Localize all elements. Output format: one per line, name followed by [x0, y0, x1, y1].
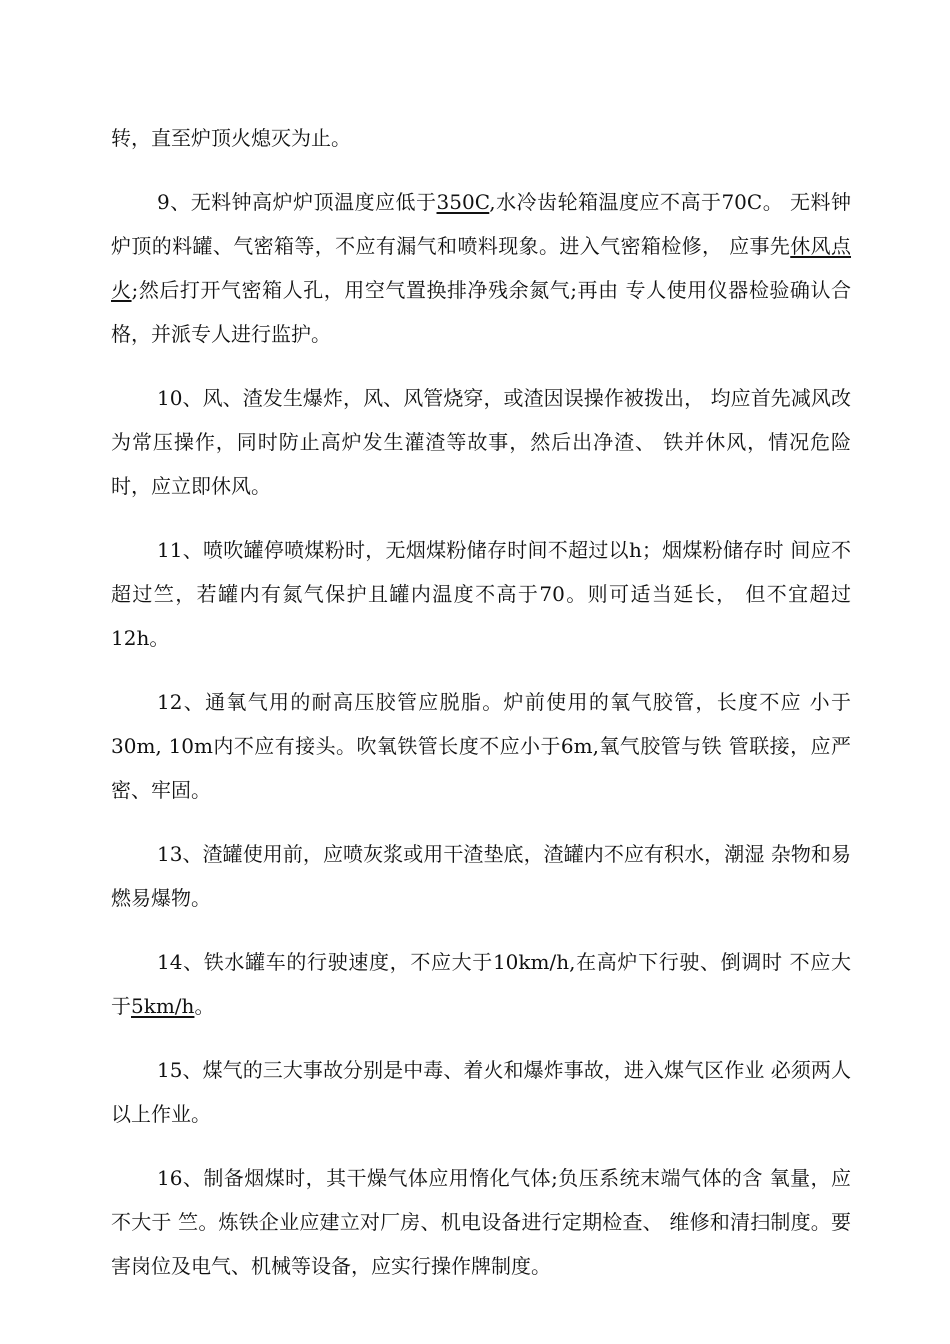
paragraph-13 — [111, 832, 851, 920]
paragraph-text-part: ,水冷齿轮箱温度应不高于70C。 无料钟炉顶的料罐、气密箱等，不应有漏气和喷料现象。进入气密箱检修， 应事先 — [111, 190, 851, 258]
paragraph-text-part: ;然后打开气密箱人孔，用空气置换排净残余氮气;再由 专人使用仪器检验确认合格，并派专人进行监护。 — [111, 278, 851, 346]
paragraph-10 — [111, 376, 851, 508]
paragraph-11 — [111, 528, 851, 660]
paragraph-text: 转，直至炉顶火熄灭为止。 — [111, 126, 351, 150]
paragraph-text: 13、渣罐使用前，应喷灰浆或用干渣垫底，渣罐内不应有积水，潮湿 杂物和易燃易爆物。 — [111, 842, 851, 910]
paragraph-12 — [111, 680, 851, 812]
paragraph-16 — [111, 1156, 851, 1288]
paragraph-text-part: 。 — [194, 994, 215, 1018]
paragraph-text: 16、制备烟煤时，其干燥气体应用惰化气体;负压系统末端气体的含 氧量，应不大于 竺。炼铁企业应建立对厂房、机电设备进行定期检查、 维修和清扫制度。要害岗位及电气、机械等设备，应实行操作牌制度。 — [111, 1166, 851, 1278]
underlined-phrase: 休风点火 — [111, 234, 852, 302]
paragraph-text: 15、煤气的三大事故分别是中毒、着火和爆炸事故，进入煤气区作业 必须两人以上作业。 — [111, 1058, 851, 1126]
paragraph-14 — [111, 940, 851, 1028]
paragraph-text-part: 14、铁水罐车的行驶速度，不应大于10km/h,在高炉下行驶、倒调时 不应大于 — [111, 950, 851, 1018]
paragraph-text: 10、风、渣发生爆炸，风、风管烧穿，或渣因误操作被拨出， 均应首先减风改为常压操作，同时防止高炉发生灌渣等故事，然后出净渣、 铁并休风，情况危险时，应立即休风。 — [111, 386, 851, 498]
document-body — [111, 116, 851, 1308]
underlined-temperature: 350C — [436, 190, 490, 214]
paragraph-text-part: 9、无料钟高炉炉顶温度应低于 — [157, 190, 437, 214]
paragraph-15 — [111, 1048, 851, 1136]
paragraph-text: 11、喷吹罐停喷煤粉时，无烟煤粉储存时间不超过以h；烟煤粉储存时 间应不超过竺，若罐内有氮气保护且罐内温度不高于70。则可适当延长， 但不宜超过12h。 — [111, 538, 851, 650]
paragraph-8-continuation — [111, 116, 851, 160]
underlined-speed: 5km/h — [131, 994, 195, 1018]
paragraph-9 — [111, 180, 851, 356]
paragraph-text: 12、通氧气用的耐高压胶管应脱脂。炉前使用的氧气胶管，长度不应 小于30m, 10m内不应有接头。吹氧铁管长度不应小于6m,氧气胶管与铁 管联接，应严密、牢固。 — [111, 690, 851, 802]
